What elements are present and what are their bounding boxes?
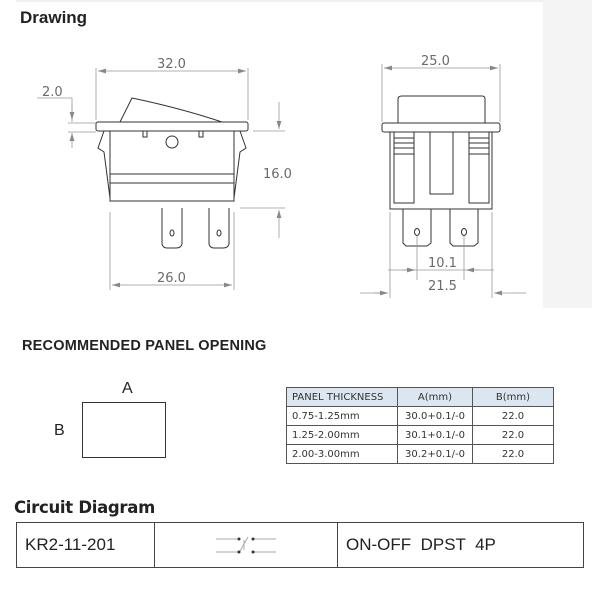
cell: 1.25-2.00mm: [287, 426, 398, 445]
dim-32: 32.0: [157, 57, 186, 72]
symbol-cell: [155, 523, 338, 568]
cell: 30.0+0.1/-0: [398, 407, 473, 426]
drawing-heading: Drawing: [20, 8, 88, 27]
model-cell: KR2-11-201: [17, 523, 155, 568]
col-panel-thickness: PANEL THICKNESS: [287, 388, 398, 407]
panel-opening-rect: [82, 402, 166, 458]
dim-21-5: 21.5: [428, 279, 457, 294]
dim-25: 25.0: [421, 54, 450, 69]
dim-10-1: 10.1: [428, 256, 457, 271]
dim-2: 2.0: [42, 85, 63, 100]
cell: 0.75-1.25mm: [287, 407, 398, 426]
col-b: B(mm): [473, 388, 554, 407]
dim-26: 26.0: [157, 271, 186, 286]
front-view: [382, 96, 500, 246]
circuit-table: [16, 522, 584, 568]
dim-16: 16.0: [263, 167, 292, 182]
side-view: [96, 98, 248, 248]
label-a: A: [122, 380, 133, 397]
cell: 22.0: [473, 445, 554, 464]
circuit-heading: Circuit Diagram: [14, 498, 155, 517]
cell: 2.00-3.00mm: [287, 445, 398, 464]
table-row: [287, 407, 554, 426]
table-header-row: [287, 388, 554, 407]
label-b: B: [54, 422, 65, 439]
dpst-switch-symbol-icon: [214, 528, 278, 562]
cell: 30.2+0.1/-0: [398, 445, 473, 464]
col-a: A(mm): [398, 388, 473, 407]
panel-spec-table: [286, 387, 554, 464]
cell: 22.0: [473, 426, 554, 445]
cell: 22.0: [473, 407, 554, 426]
cell: 30.1+0.1/-0: [398, 426, 473, 445]
table-row: [287, 426, 554, 445]
table-row: [17, 523, 584, 568]
description-cell: ON-OFF DPST 4P: [338, 523, 584, 568]
table-row: [287, 445, 554, 464]
panel-opening-heading: RECOMMENDED PANEL OPENING: [22, 338, 267, 354]
